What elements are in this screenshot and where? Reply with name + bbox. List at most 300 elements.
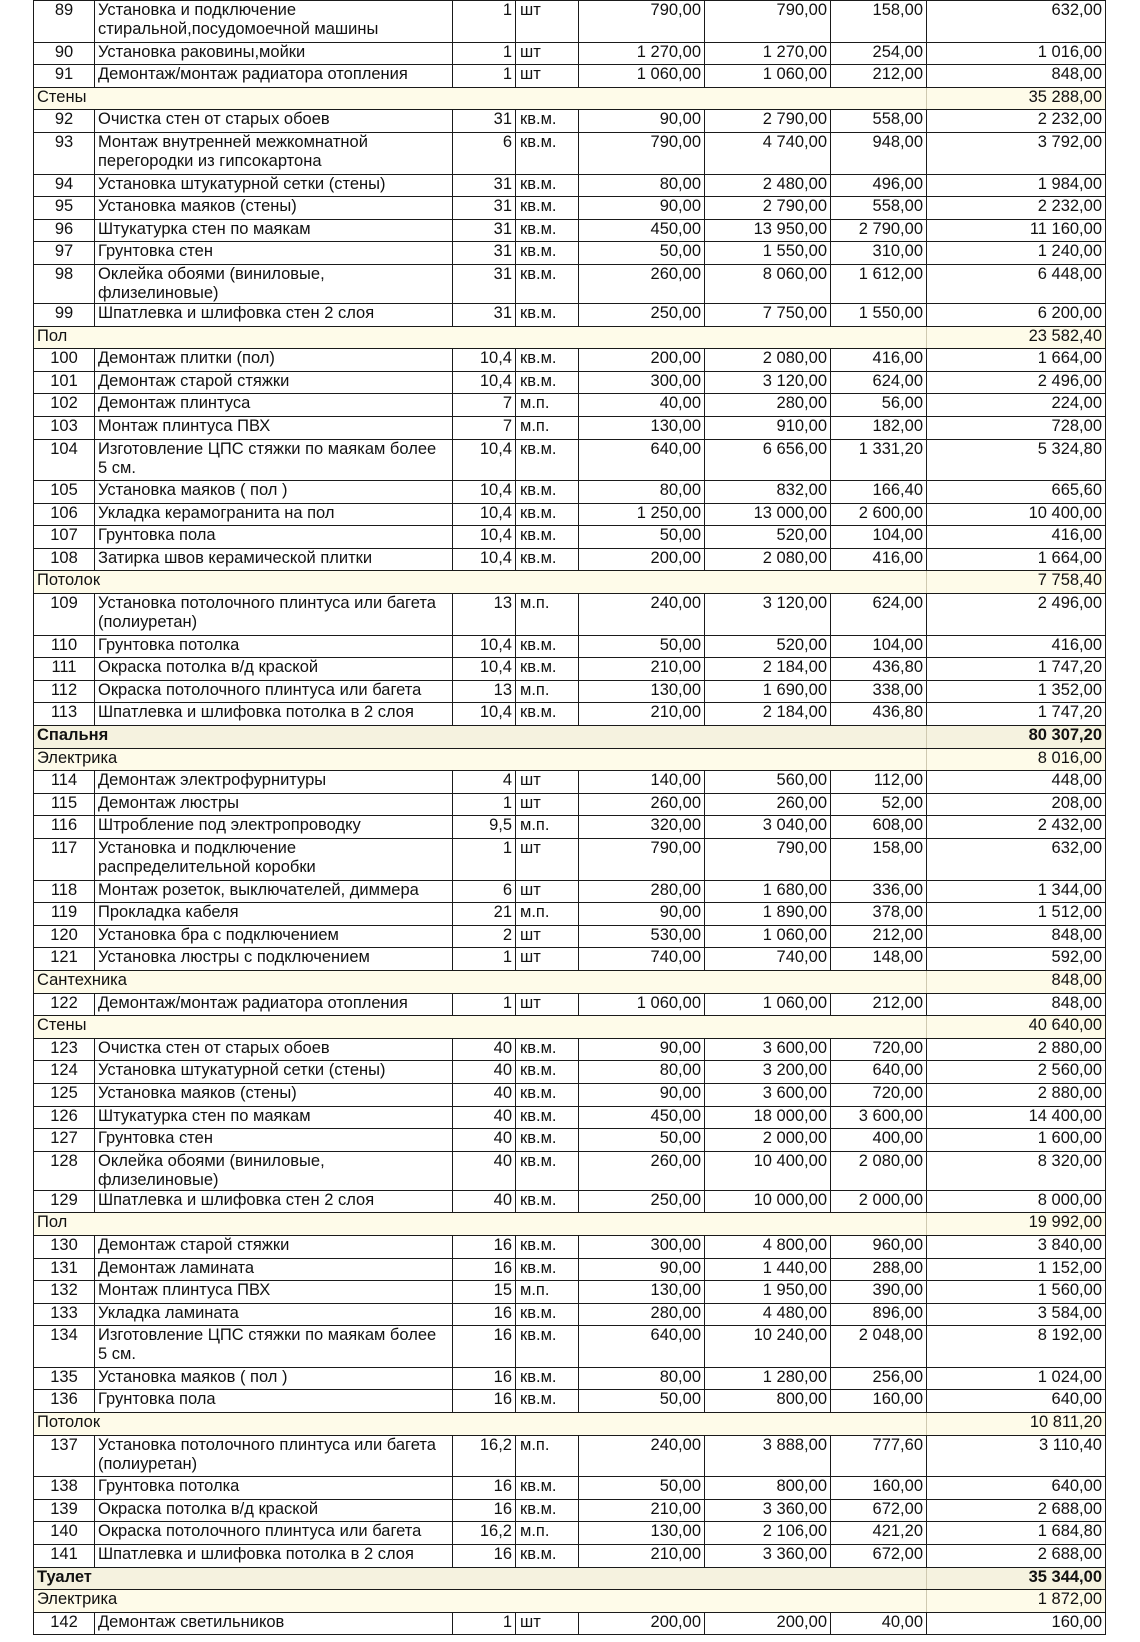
unit: кв.м. [516, 1499, 579, 1522]
quantity: 10,4 [453, 371, 516, 394]
unit: кв.м. [516, 349, 579, 372]
work-name: Демонтаж люстры [95, 793, 453, 816]
quantity: 40 [453, 1190, 516, 1213]
quantity: 10,4 [453, 503, 516, 526]
unit: м.п. [516, 394, 579, 417]
row-number: 111 [34, 658, 95, 681]
discount: 104,00 [831, 526, 927, 549]
total: 3 584,00 [927, 1303, 1106, 1326]
table-row [34, 1522, 1106, 1545]
section-total: 8 016,00 [927, 748, 1106, 771]
unit-price: 130,00 [579, 416, 705, 439]
row-number: 126 [34, 1106, 95, 1129]
quantity: 1 [453, 65, 516, 88]
sum: 800,00 [705, 1390, 831, 1413]
discount: 158,00 [831, 839, 927, 881]
quantity: 1 [453, 42, 516, 65]
work-name: Грунтовка потолка [95, 1477, 453, 1500]
table-row [34, 880, 1106, 903]
unit-price: 130,00 [579, 1281, 705, 1304]
work-name: Установка люстры с подключением [95, 948, 453, 971]
total: 6 448,00 [927, 264, 1106, 303]
unit: кв.м. [516, 1235, 579, 1258]
section-row [34, 1016, 1106, 1039]
quantity: 10,4 [453, 526, 516, 549]
quantity: 16 [453, 1477, 516, 1500]
unit-price: 50,00 [579, 242, 705, 265]
quantity: 16 [453, 1303, 516, 1326]
section-total: 23 582,40 [927, 326, 1106, 349]
work-name: Монтаж плинтуса ПВХ [95, 416, 453, 439]
unit-price: 240,00 [579, 1435, 705, 1477]
row-number: 93 [34, 132, 95, 174]
discount: 1 612,00 [831, 264, 927, 303]
unit: кв.м. [516, 197, 579, 220]
unit-price: 790,00 [579, 1, 705, 43]
table-row [34, 42, 1106, 65]
sum: 800,00 [705, 1477, 831, 1500]
unit: кв.м. [516, 1390, 579, 1413]
discount: 896,00 [831, 1303, 927, 1326]
unit: кв.м. [516, 242, 579, 265]
work-name: Демонтаж/монтаж радиатора отопления [95, 65, 453, 88]
sum: 910,00 [705, 416, 831, 439]
work-name: Монтаж розеток, выключателей, диммера [95, 880, 453, 903]
unit: кв.м. [516, 219, 579, 242]
row-number: 117 [34, 839, 95, 881]
work-name: Прокладка кабеля [95, 903, 453, 926]
unit-price: 240,00 [579, 594, 705, 636]
unit: м.п. [516, 1522, 579, 1545]
unit: кв.м. [516, 1477, 579, 1500]
quantity: 31 [453, 110, 516, 133]
unit: шт [516, 948, 579, 971]
table-row [34, 993, 1106, 1016]
total: 2 496,00 [927, 371, 1106, 394]
table-row [34, 1083, 1106, 1106]
unit: м.п. [516, 416, 579, 439]
quantity: 6 [453, 132, 516, 174]
unit-price: 1 270,00 [579, 42, 705, 65]
sum: 790,00 [705, 839, 831, 881]
sum: 8 060,00 [705, 264, 831, 303]
work-name: Грунтовка стен [95, 242, 453, 265]
total: 448,00 [927, 771, 1106, 794]
unit: кв.м. [516, 264, 579, 303]
quantity: 7 [453, 416, 516, 439]
quantity: 16 [453, 1326, 516, 1368]
total: 1 560,00 [927, 1281, 1106, 1304]
unit: шт [516, 925, 579, 948]
table-row [34, 503, 1106, 526]
unit-price: 50,00 [579, 1129, 705, 1152]
sum: 2 790,00 [705, 197, 831, 220]
unit-price: 300,00 [579, 371, 705, 394]
table-row [34, 1281, 1106, 1304]
sum: 1 680,00 [705, 880, 831, 903]
table-row [34, 839, 1106, 881]
row-number: 136 [34, 1390, 95, 1413]
quantity: 21 [453, 903, 516, 926]
unit-price: 80,00 [579, 1367, 705, 1390]
section-row [34, 1413, 1106, 1436]
total: 848,00 [927, 65, 1106, 88]
discount: 212,00 [831, 65, 927, 88]
unit-price: 200,00 [579, 349, 705, 372]
table-row [34, 925, 1106, 948]
sum: 1 060,00 [705, 925, 831, 948]
row-number: 112 [34, 680, 95, 703]
row-number: 108 [34, 548, 95, 571]
section-total: 19 992,00 [927, 1213, 1106, 1236]
quantity: 40 [453, 1151, 516, 1190]
table-row [34, 548, 1106, 571]
unit: кв.м. [516, 110, 579, 133]
row-number: 109 [34, 594, 95, 636]
discount: 416,00 [831, 349, 927, 372]
work-name: Установка и подключение распределительной коробки [95, 839, 453, 881]
unit: шт [516, 839, 579, 881]
unit-price: 80,00 [579, 1061, 705, 1084]
discount: 640,00 [831, 1061, 927, 1084]
unit: кв.м. [516, 481, 579, 504]
discount: 160,00 [831, 1477, 927, 1500]
work-name: Установка штукатурной сетки (стены) [95, 1061, 453, 1084]
row-number: 98 [34, 264, 95, 303]
total: 728,00 [927, 416, 1106, 439]
discount: 558,00 [831, 110, 927, 133]
sum: 260,00 [705, 793, 831, 816]
work-name: Штробление под электропроводку [95, 816, 453, 839]
sum: 520,00 [705, 635, 831, 658]
table-row [34, 1, 1106, 43]
total: 640,00 [927, 1477, 1106, 1500]
sum: 18 000,00 [705, 1106, 831, 1129]
row-number: 92 [34, 110, 95, 133]
discount: 182,00 [831, 416, 927, 439]
table-row [34, 481, 1106, 504]
row-number: 103 [34, 416, 95, 439]
discount: 400,00 [831, 1129, 927, 1152]
total: 416,00 [927, 526, 1106, 549]
work-name: Затирка швов керамической плитки [95, 548, 453, 571]
total: 10 400,00 [927, 503, 1106, 526]
unit-price: 1 060,00 [579, 65, 705, 88]
row-number: 115 [34, 793, 95, 816]
row-number: 97 [34, 242, 95, 265]
work-name: Установка раковины,мойки [95, 42, 453, 65]
unit-price: 210,00 [579, 1545, 705, 1568]
discount: 2 048,00 [831, 1326, 927, 1368]
unit-price: 130,00 [579, 1522, 705, 1545]
sum: 3 200,00 [705, 1061, 831, 1084]
quantity: 10,4 [453, 703, 516, 726]
unit-price: 300,00 [579, 1235, 705, 1258]
unit-price: 450,00 [579, 1106, 705, 1129]
quantity: 1 [453, 839, 516, 881]
total: 2 688,00 [927, 1499, 1106, 1522]
sum: 3 600,00 [705, 1083, 831, 1106]
sum: 1 060,00 [705, 65, 831, 88]
table-row [34, 1258, 1106, 1281]
unit-price: 50,00 [579, 635, 705, 658]
row-number: 110 [34, 635, 95, 658]
total: 8 192,00 [927, 1326, 1106, 1368]
work-name: Штукатурка стен по маякам [95, 1106, 453, 1129]
discount: 40,00 [831, 1612, 927, 1635]
sum: 1 280,00 [705, 1367, 831, 1390]
total: 1 152,00 [927, 1258, 1106, 1281]
table-row [34, 816, 1106, 839]
row-number: 118 [34, 880, 95, 903]
row-number: 138 [34, 1477, 95, 1500]
table-row [34, 526, 1106, 549]
work-name: Установка штукатурной сетки (стены) [95, 174, 453, 197]
work-name: Демонтаж/монтаж радиатора отопления [95, 993, 453, 1016]
unit: кв.м. [516, 503, 579, 526]
section-title: Потолок [34, 1413, 927, 1436]
table-row [34, 264, 1106, 303]
table-row [34, 793, 1106, 816]
discount: 416,00 [831, 548, 927, 571]
work-name: Шпатлевка и шлифовка потолка в 2 слоя [95, 1545, 453, 1568]
table-row [34, 1367, 1106, 1390]
quantity: 1 [453, 1, 516, 43]
unit: кв.м. [516, 132, 579, 174]
unit: кв.м. [516, 1038, 579, 1061]
section-total: 7 758,40 [927, 571, 1106, 594]
quantity: 1 [453, 793, 516, 816]
unit-price: 90,00 [579, 903, 705, 926]
quantity: 10,4 [453, 635, 516, 658]
sum: 3 888,00 [705, 1435, 831, 1477]
work-name: Окраска потолка в/д краской [95, 658, 453, 681]
total: 2 688,00 [927, 1545, 1106, 1568]
unit-price: 260,00 [579, 1151, 705, 1190]
estimate-rows [34, 1, 1106, 1635]
unit: кв.м. [516, 635, 579, 658]
total: 1 240,00 [927, 242, 1106, 265]
work-name: Оклейка обоями (виниловые, флизелиновые) [95, 264, 453, 303]
quantity: 40 [453, 1083, 516, 1106]
quantity: 31 [453, 174, 516, 197]
unit: кв.м. [516, 1061, 579, 1084]
unit-price: 530,00 [579, 925, 705, 948]
section-row [34, 571, 1106, 594]
work-name: Окраска потолочного плинтуса или багета [95, 1522, 453, 1545]
unit-price: 260,00 [579, 793, 705, 816]
work-name: Демонтаж плитки (пол) [95, 349, 453, 372]
discount: 2 790,00 [831, 219, 927, 242]
sum: 520,00 [705, 526, 831, 549]
row-number: 125 [34, 1083, 95, 1106]
unit-price: 450,00 [579, 219, 705, 242]
section-title: Пол [34, 326, 927, 349]
unit-price: 1 250,00 [579, 503, 705, 526]
sum: 2 184,00 [705, 703, 831, 726]
total: 14 400,00 [927, 1106, 1106, 1129]
unit: кв.м. [516, 1083, 579, 1106]
table-row [34, 1106, 1106, 1129]
quantity: 31 [453, 197, 516, 220]
unit-price: 90,00 [579, 1258, 705, 1281]
total: 3 840,00 [927, 1235, 1106, 1258]
discount: 378,00 [831, 903, 927, 926]
unit-price: 210,00 [579, 658, 705, 681]
room-total: 80 307,20 [927, 726, 1106, 749]
total: 160,00 [927, 1612, 1106, 1635]
quantity: 16,2 [453, 1435, 516, 1477]
work-name: Оклейка обоями (виниловые, флизелиновые) [95, 1151, 453, 1190]
section-row [34, 1590, 1106, 1613]
unit-price: 740,00 [579, 948, 705, 971]
discount: 421,20 [831, 1522, 927, 1545]
discount: 2 080,00 [831, 1151, 927, 1190]
unit: кв.м. [516, 439, 579, 481]
discount: 336,00 [831, 880, 927, 903]
quantity: 40 [453, 1061, 516, 1084]
sum: 1 440,00 [705, 1258, 831, 1281]
total: 6 200,00 [927, 303, 1106, 326]
discount: 948,00 [831, 132, 927, 174]
table-row [34, 1303, 1106, 1326]
unit: кв.м. [516, 1151, 579, 1190]
table-row [34, 132, 1106, 174]
unit: шт [516, 1, 579, 43]
unit: м.п. [516, 816, 579, 839]
unit: кв.м. [516, 1106, 579, 1129]
quantity: 10,4 [453, 439, 516, 481]
quantity: 4 [453, 771, 516, 794]
unit: кв.м. [516, 1303, 579, 1326]
table-row [34, 219, 1106, 242]
row-number: 102 [34, 394, 95, 417]
discount: 212,00 [831, 993, 927, 1016]
total: 848,00 [927, 925, 1106, 948]
quantity: 16 [453, 1499, 516, 1522]
discount: 158,00 [831, 1, 927, 43]
work-name: Установка потолочного плинтуса или багета (полиуретан) [95, 594, 453, 636]
unit: шт [516, 771, 579, 794]
table-row [34, 1151, 1106, 1190]
row-number: 89 [34, 1, 95, 43]
total: 2 432,00 [927, 816, 1106, 839]
discount: 112,00 [831, 771, 927, 794]
discount: 720,00 [831, 1083, 927, 1106]
unit-price: 50,00 [579, 526, 705, 549]
table-row [34, 349, 1106, 372]
sum: 4 480,00 [705, 1303, 831, 1326]
unit: шт [516, 65, 579, 88]
unit-price: 280,00 [579, 1303, 705, 1326]
table-row [34, 948, 1106, 971]
discount: 672,00 [831, 1545, 927, 1568]
work-name: Окраска потолочного плинтуса или багета [95, 680, 453, 703]
quantity: 31 [453, 303, 516, 326]
unit-price: 90,00 [579, 1038, 705, 1061]
unit-price: 200,00 [579, 1612, 705, 1635]
quantity: 40 [453, 1038, 516, 1061]
discount: 148,00 [831, 948, 927, 971]
unit-price: 250,00 [579, 1190, 705, 1213]
total: 665,60 [927, 481, 1106, 504]
table-row [34, 1477, 1106, 1500]
discount: 436,80 [831, 703, 927, 726]
discount: 256,00 [831, 1367, 927, 1390]
row-number: 113 [34, 703, 95, 726]
unit: шт [516, 42, 579, 65]
discount: 624,00 [831, 594, 927, 636]
work-name: Установка маяков (стены) [95, 197, 453, 220]
unit-price: 320,00 [579, 816, 705, 839]
sum: 2 080,00 [705, 349, 831, 372]
quantity: 31 [453, 264, 516, 303]
table-row [34, 658, 1106, 681]
sum: 10 240,00 [705, 1326, 831, 1368]
section-title: Сантехника [34, 970, 927, 993]
discount: 390,00 [831, 1281, 927, 1304]
section-title: Электрика [34, 748, 927, 771]
sum: 3 600,00 [705, 1038, 831, 1061]
quantity: 7 [453, 394, 516, 417]
row-number: 99 [34, 303, 95, 326]
discount: 338,00 [831, 680, 927, 703]
table-row [34, 371, 1106, 394]
unit-price: 40,00 [579, 394, 705, 417]
work-name: Установка маяков ( пол ) [95, 481, 453, 504]
row-number: 90 [34, 42, 95, 65]
work-name: Изготовление ЦПС стяжки по маякам более 5 см. [95, 439, 453, 481]
row-number: 141 [34, 1545, 95, 1568]
unit: кв.м. [516, 1326, 579, 1368]
total: 640,00 [927, 1390, 1106, 1413]
quantity: 10,4 [453, 349, 516, 372]
unit: шт [516, 793, 579, 816]
row-number: 120 [34, 925, 95, 948]
work-name: Демонтаж плинтуса [95, 394, 453, 417]
row-number: 127 [34, 1129, 95, 1152]
quantity: 13 [453, 680, 516, 703]
table-row [34, 110, 1106, 133]
unit: м.п. [516, 1435, 579, 1477]
sum: 832,00 [705, 481, 831, 504]
row-number: 114 [34, 771, 95, 794]
row-number: 96 [34, 219, 95, 242]
unit: шт [516, 1612, 579, 1635]
table-row [34, 1129, 1106, 1152]
unit-price: 790,00 [579, 132, 705, 174]
row-number: 128 [34, 1151, 95, 1190]
table-row [34, 65, 1106, 88]
unit-price: 280,00 [579, 880, 705, 903]
total: 3 792,00 [927, 132, 1106, 174]
work-name: Демонтаж электрофурнитуры [95, 771, 453, 794]
sum: 3 360,00 [705, 1499, 831, 1522]
table-row [34, 174, 1106, 197]
row-number: 106 [34, 503, 95, 526]
total: 416,00 [927, 635, 1106, 658]
sum: 4 800,00 [705, 1235, 831, 1258]
work-name: Демонтаж светильников [95, 1612, 453, 1635]
work-name: Укладка ламината [95, 1303, 453, 1326]
unit-price: 50,00 [579, 1477, 705, 1500]
table-row [34, 1612, 1106, 1635]
quantity: 1 [453, 948, 516, 971]
table-row [34, 1435, 1106, 1477]
quantity: 16 [453, 1258, 516, 1281]
row-number: 121 [34, 948, 95, 971]
quantity: 31 [453, 242, 516, 265]
